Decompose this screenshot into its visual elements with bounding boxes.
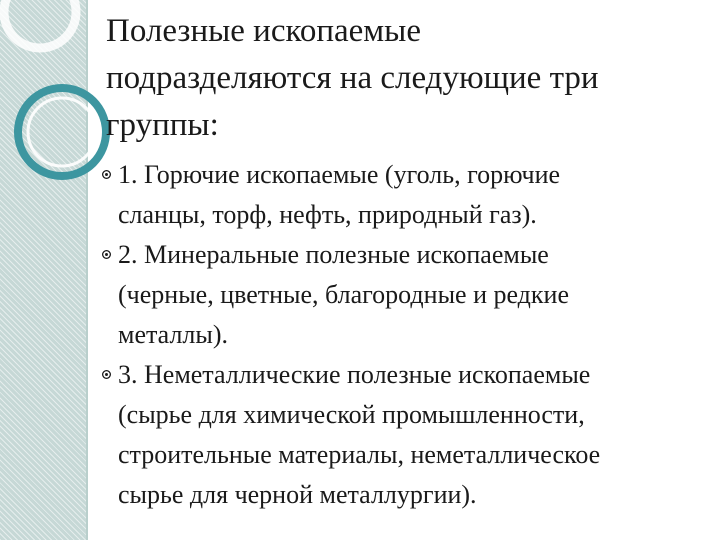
bullet-line: 2. Минеральные полезные ископаемые: [118, 240, 549, 269]
bullet-list: [98, 155, 716, 515]
bullet-dot-icon: [101, 369, 112, 380]
bullet-line: (черные, цветные, благородные и редкие: [118, 280, 570, 309]
title-line: Полезные ископаемые: [106, 13, 421, 49]
bullet-line: 3. Неметаллические полезные ископаемые: [118, 360, 591, 389]
bullet-item-fuel: [98, 155, 716, 235]
bullet-dot-icon: [101, 169, 112, 180]
title-line: подразделяются на следующие три: [106, 60, 599, 96]
bullet-item-nonmetallic: [98, 355, 716, 515]
bullet-line: (сырье для химической промышленности,: [118, 400, 585, 429]
bullet-line: строительные материалы, неметаллическое: [118, 440, 601, 469]
bullet-item-minerals: [98, 235, 716, 355]
title-line: группы:: [106, 107, 219, 143]
slide-title: [106, 8, 706, 149]
bullet-line: металлы).: [118, 320, 229, 349]
bullet-line: сланцы, торф, нефть, природный газ).: [118, 200, 537, 229]
bullet-line: сырье для черной металлургии).: [118, 480, 477, 509]
bullet-line: 1. Горючие ископаемые (уголь, горючие: [118, 160, 561, 189]
bullet-dot-icon: [101, 249, 112, 260]
